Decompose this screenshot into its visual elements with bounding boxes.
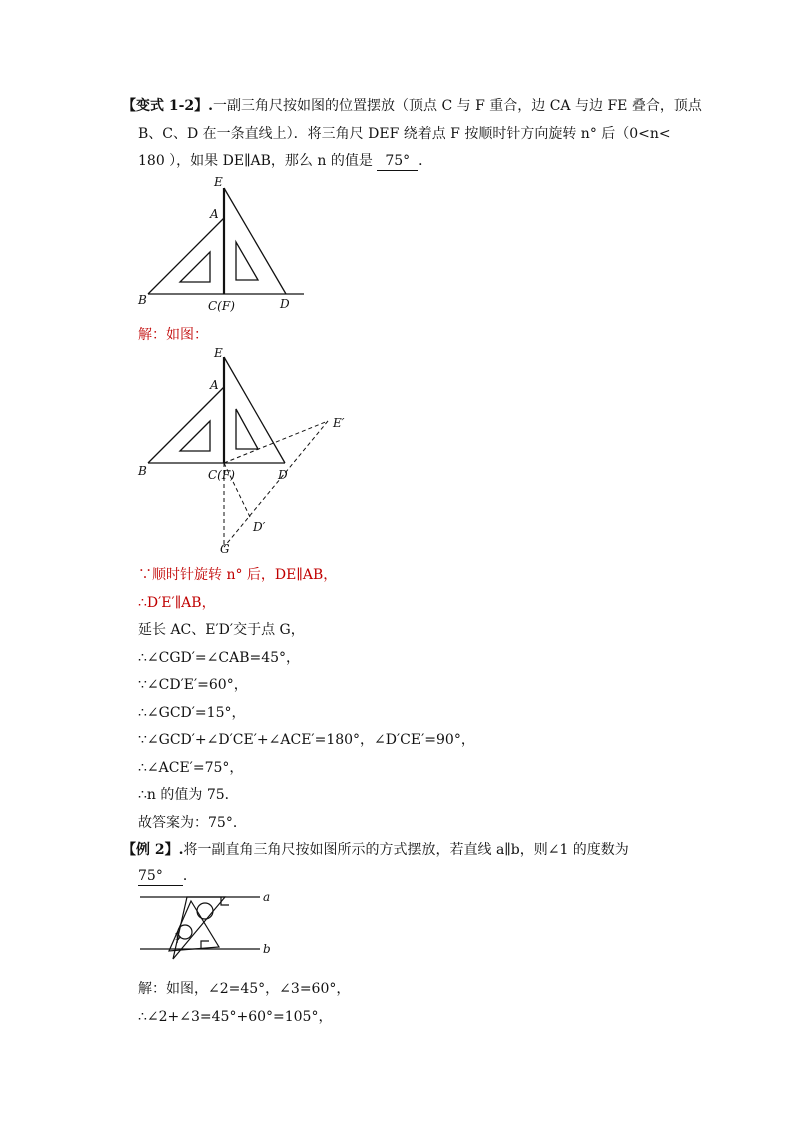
problem1-line3 [138,152,432,171]
fig1-edge-ed [224,188,286,294]
fig2-dash-ce [224,421,328,463]
problem1-line1 [122,97,702,115]
solution1-step-1: ∵顺时针旋转 n° 后，DE∥AB， [138,567,338,583]
solution1-step-6: ∴∠GCD′=15°， [138,705,246,721]
solution1-step-10: 故答案为：75°． [138,815,247,831]
problem1-text1: 一副三角尺按如图的位置摆放（顶点 C 与 F 重合，边 CA 与边 FE 叠合，顶点 [213,98,702,114]
problem1-tag: 【变式 1-2】. [122,98,214,114]
fig2-dash-eg [224,421,328,547]
example2-text: 将一副直角三角尺按如图所示的方式摆放，若直线 a∥b，则∠1 的度数为 [183,842,629,858]
solution1-step-7: ∵∠GCD′+∠D′CE′+∠ACE′=180°，∠D′CE′=90°， [138,732,475,748]
example2-answer-blank: 75° [138,867,183,886]
fig3-circle-top [197,903,213,919]
fig1-inner-left [180,252,210,282]
fig1-label-b: B [138,293,147,307]
figure-triangle-rulers [130,172,310,342]
problem1-answer-blank: 75° [377,152,418,171]
fig2-label-b: B [138,464,147,478]
solution1-step-3: 延长 AC、E′D′交于点 G， [138,622,305,638]
fig1-inner-right [236,242,258,280]
fig2-inner-right [236,409,258,449]
solution1-step-4: ∴∠CGD′=∠CAB=45°， [138,650,301,666]
problem1-text3-post: ． [418,153,433,169]
fig1-label-d: D [280,297,290,311]
fig2-label-e: E [214,346,223,360]
problem1-line2: B、C、D 在一条直线上）．将三角尺 DEF 绕着点 F 按顺时针方向旋转 n° 后（0<n< [138,126,671,142]
example2-line1 [122,841,629,859]
solution2-step-2: ∴∠2+∠3=45°+60°=105°， [138,1009,333,1025]
example2-tag: 【例 2】. [122,842,184,858]
solution1-step-2: ∴D′E′∥AB， [138,595,216,611]
fig3-label-b: b [263,942,271,956]
fig2-label-e-prime: E′ [333,416,345,430]
fig1-label-e: E [214,175,223,189]
fig2-label-d: D [278,468,288,482]
solution1-step-9: ∴n 的值为 75． [138,787,239,803]
fig2-label-a: A [210,378,219,392]
fig3-label-a: a [263,890,271,904]
fig2-inner-left [180,421,210,451]
fig2-edge-ed [224,357,285,463]
fig2-label-cf: C(F) [208,468,235,482]
example2-text-post: ． [182,868,197,884]
problem1-text3: 180 ），如果 DE∥AB，那么 n 的值是 [138,153,373,169]
solution2-step-1: 解：如图，∠2=45°，∠3=60°， [138,981,351,997]
figure-parallel-lines [135,887,285,967]
solution1-step-5: ∵∠CD′E′=60°， [138,677,248,693]
fig1-label-cf: C(F) [208,299,235,313]
figure-rotated-rulers [130,345,360,560]
solution1-heading: 解：如图： [138,327,208,343]
fig3-label-1: 1 [174,932,181,943]
solution1-step-8: ∴∠ACE′=75°， [138,760,244,776]
fig1-label-a: A [210,207,219,221]
fig2-label-g: G [220,542,230,556]
fig2-label-d-prime: D′ [253,520,266,534]
example2-line2 [138,867,197,886]
